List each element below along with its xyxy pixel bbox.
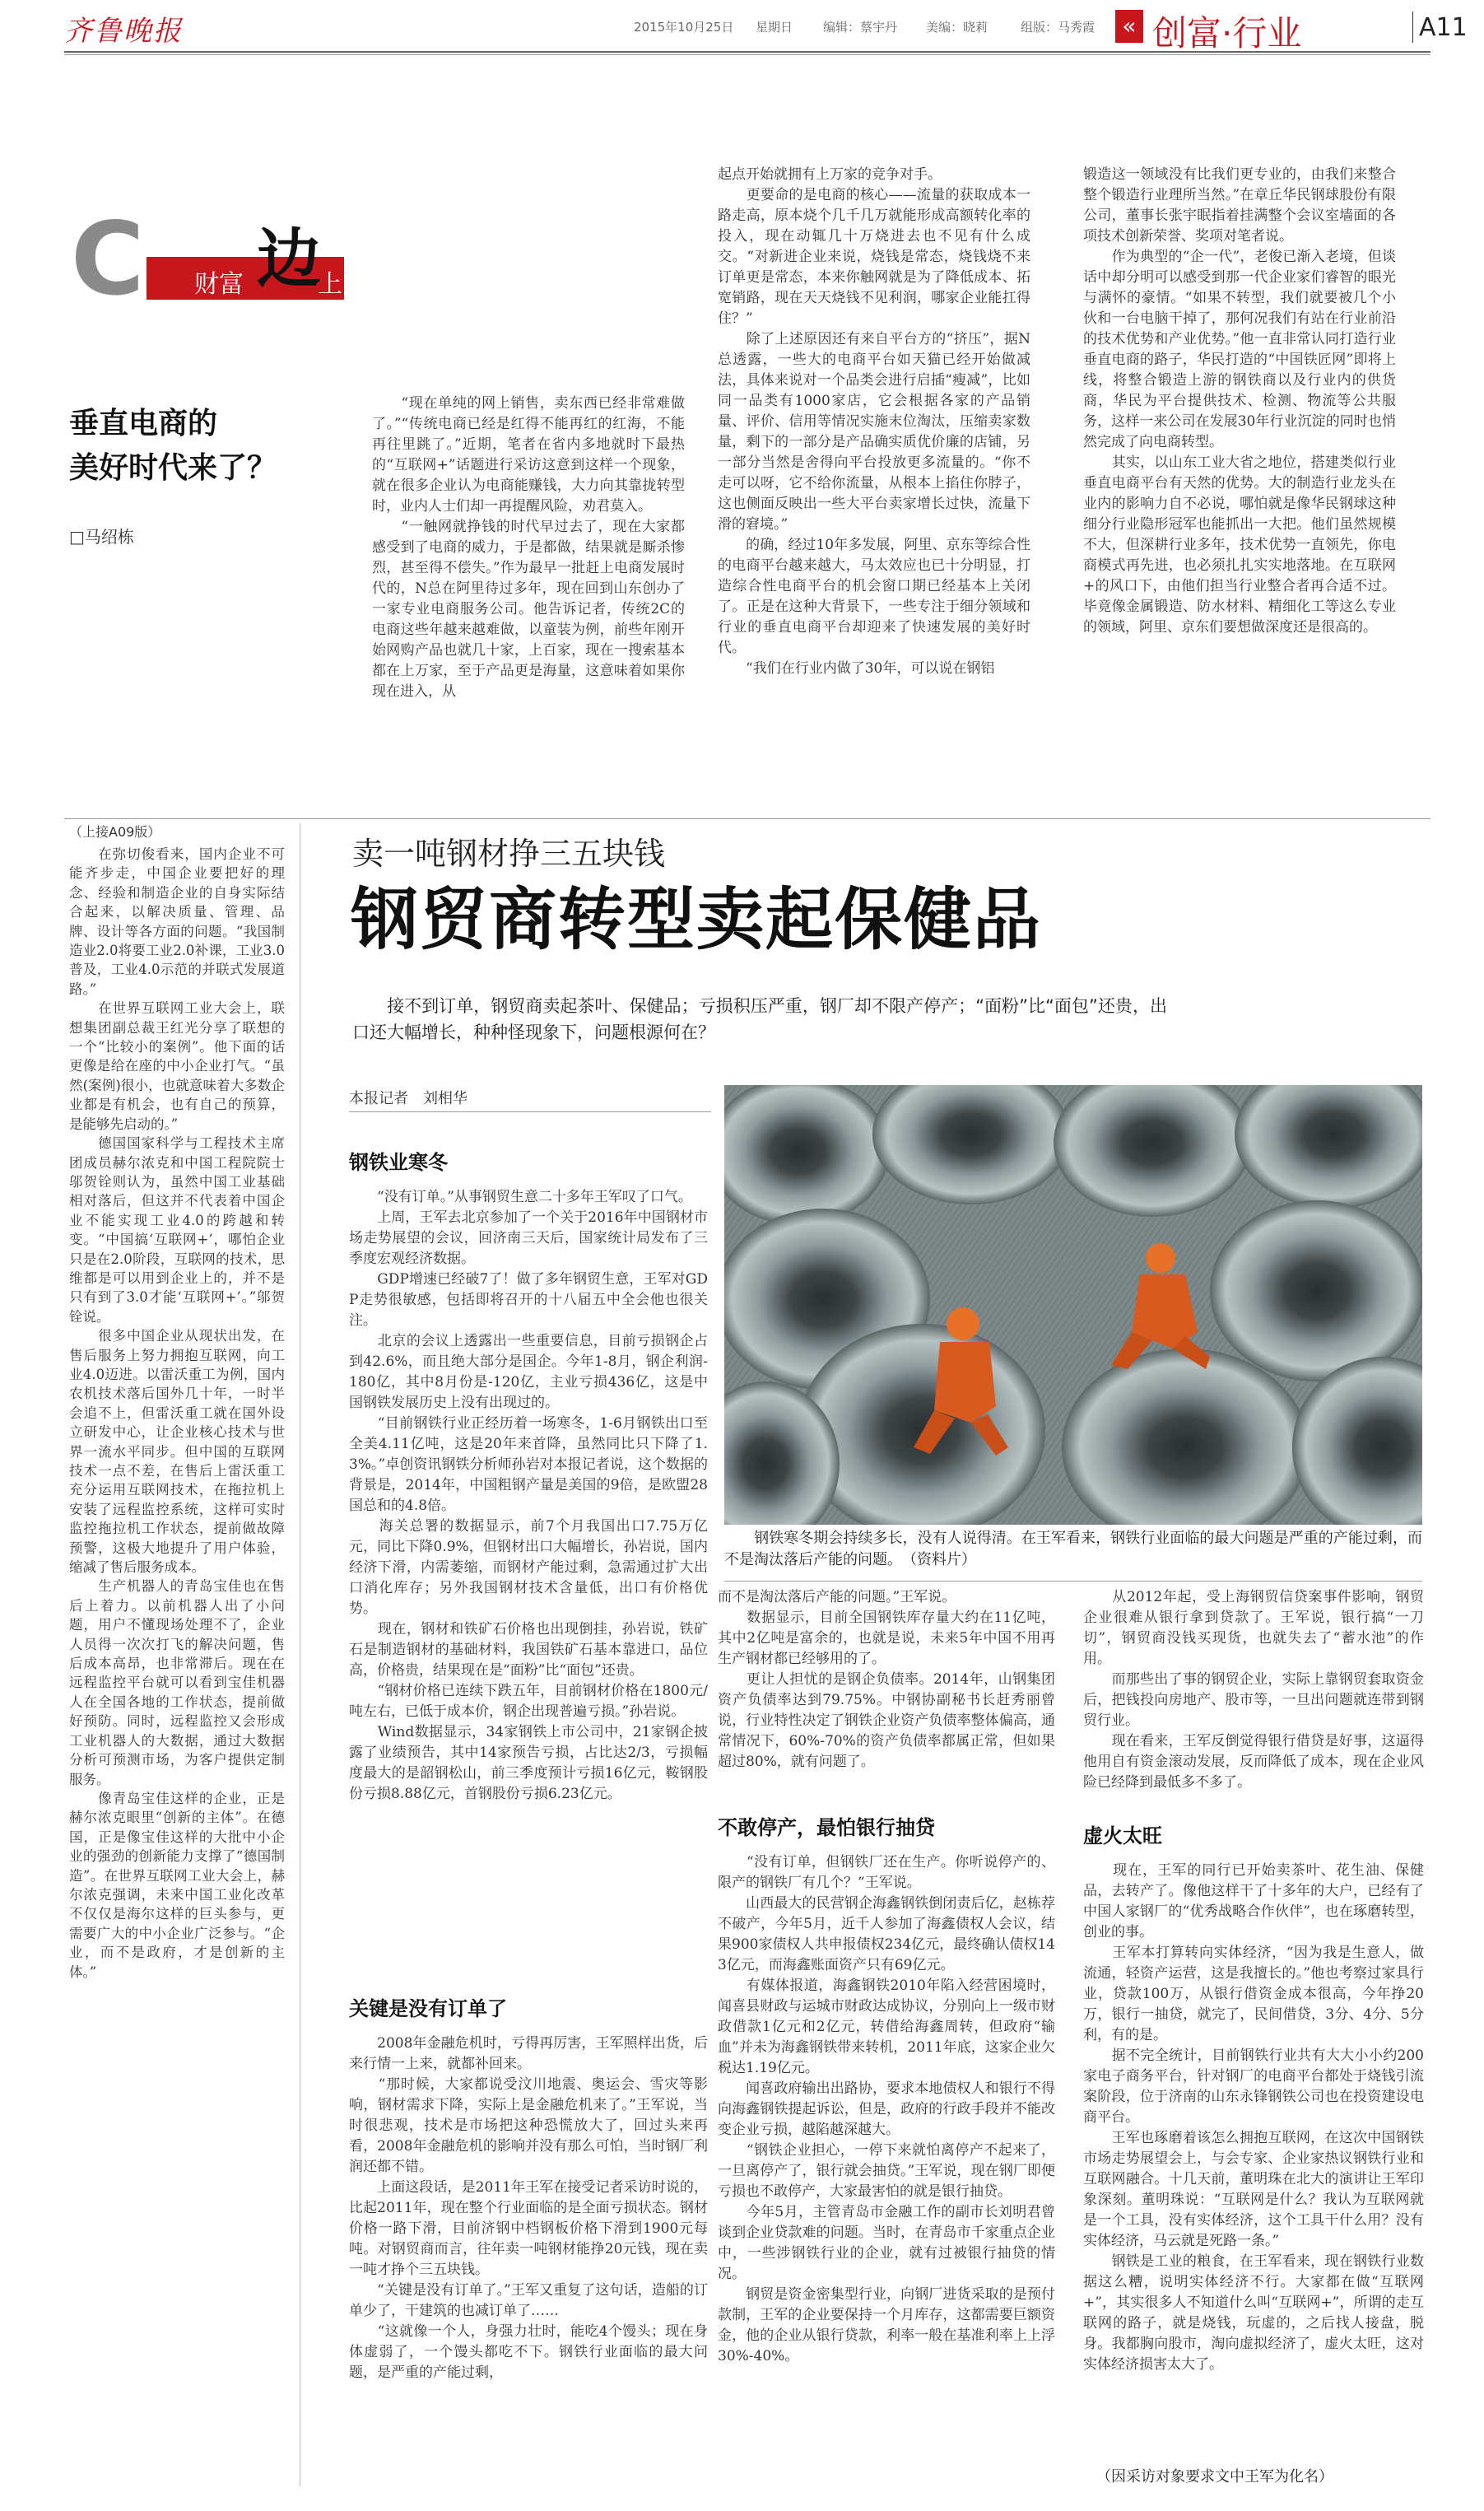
article1-column-3: 锻造这一领域没有比我们更专业的，由我们来整合整个锻造行业理所当然。”在章丘华民钢球股份有限公司，董事长张宇眠指着挂满整个会议室墙面的各项技术创新荣誉、奖项对笔者说。 作为典型的“企一代”，老俊已渐入老境，但谈话中却分明可以感受到那一代企业家们睿智的眼光与满怀的豪情。“如果不转型，我们就要被几个小伙和一台电脑干掉了，那何况我们有站在行业前沿的技术优势和产业优势。”他一直非常认同打造行业垂直电商的路子，华民打造的“中国铁匠网”即将上线，将整合锻造上游的钢铁商以及行业内的供货商，华民为平台提供技术、检测、物流等公共服务，这样一来公司在发展30年行业沉淀的同时也悄然完成了向电商转型。 其实，以山东工业大省之地位，搭建类似行业垂直电商平台有天然的优势。大的制造行业龙头在业内的影响力自不必说，哪怕就是像华民钢球这种细分行业隐形冠军也能抓出一大把。他们虽然规模不大，但深耕行业多年，技术优势一直领先，你电商模式再先进，也必须扎扎实实地落地。在互联网+的风口下，由他们担当行业整合者再合适不过。毕竟像金属锻造、防水材料、精细化工等这么专业的领域，阿里、京东们要想做深度还是很高的。 (1083, 166, 1396, 636)
article3-lead: 接不到订单，钢贸商卖起茶叶、保健品；亏损积压严重，钢厂却不限产停产；“面粉”比“面包”还贵，出口还大幅增长，种种怪现象下，问题根源何在？ (352, 996, 1167, 1042)
article3-byline: 本报记者 刘相华 (349, 1090, 468, 1107)
page-number: A11 (1419, 13, 1468, 42)
article3-footer-note: （因采访对象要求文中王军为化名） (1096, 2468, 1333, 2485)
article1-column-1: “现在单纯的网上销售，卖东西已经非常难做了。”“传统电商已经是红得不能再红的红海，不能再往里跳了。”近期，笔者在省内多地就时下最热的“互联网+”话题进行采访这意到这样一个现象，就在很多企业认为电商能赚钱，大力向其靠拢转型时，业内人士们却一再提醒风险，劝君莫入。 “一触网就挣钱的时代早过去了，现在大家都感受到了电商的威力，于是都做，结果就是厮杀惨烈，甚至得不偿失。”作为最早一批赶上电商发展时代的，N总在阿里待过多年，现在回到山东创办了一家专业电商服务公司。他告诉记者，传统2C的电商这些年越来越难做，以童装为例，前些年刚开始网购产品也就几十家，上百家，现在一搜索基本都在上万家，至于产品更是海量，这意味着如果你现在进入，从 (372, 395, 685, 700)
article1-column-2: 起点开始就拥有上万家的竞争对手。 更要命的是电商的核心——流量的获取成本一路走高，原本烧个几千几万就能形成高额转化率的投入，现在动辄几十万烧进去也不见有什么成交。“对新进企业来说，烧钱是常态，烧钱烧不来订单更是常态，本来你触网就是为了降低成本、拓宽销路，现在天天烧钱不见利润，哪家企业能扛得住？” 除了上述原因还有来自平台方的“挤压”，据N总透露，一些大的电商平台如天猫已经开始做减法，具体来说对一个品类会进行启插“瘦减”，比如同一品类有1000家店，它会根据各家的产品销量、评价、信用等情况实施末位淘汰，压缩卖家数量，剩下的一部分是产品确实质优价廉的店铺，另一部分当然是舍得向平台投放更多流量的。“你不走可以呀，它不给你流量，从根本上掐住你脖子，这也侧面反映出一些大平台卖家增长过快，流量下滑的窘境。” 的确，经过10年多发展，阿里、京东等综合性的电商平台越来越大，马太效应也已十分明显，打造综合性电商平台的机会窗口期已经基本上关闭了。正是在这种大背景下，一些专注于细分领域和行业的垂直电商平台却迎来了快速发展的美好时代。 “我们在行业内做了30年，可以说在钢铝 (718, 166, 1030, 677)
masthead-logo: 齐鲁晚报 (64, 15, 183, 48)
editor-credit: 编辑：蔡宇丹 (823, 20, 898, 35)
article3-kicker: 卖一吨钢材挣三五块钱 (352, 836, 666, 872)
article1-byline: □马绍栋 (69, 527, 134, 547)
article3-subhead-3: 不敢停产，最怕银行抽贷 (718, 1816, 935, 1839)
article1-bottom-rule (64, 818, 1431, 819)
article1-headline (69, 402, 277, 491)
masthead-divider (1412, 12, 1413, 43)
article2-continued-from: （上接A09版） (69, 824, 161, 840)
article3-headline: 钢贸商转型卖起保健品 (351, 881, 1043, 959)
article3-column-3a: 从2012年起，受上海钢贸信贷案事件影响，钢贸企业很难从银行拿到贷款了。王军说，银行搞“一刀切”，钢贸商没钱买现货，也就失去了“蓄水池”的作用。 而那些出了事的钢贸企业，实际上靠钢贸套取资金后，把钱投向房地产、股市等，一旦出问题就连带到钢贸行业。 现在看来，王军反倒觉得银行借贷是好事，这逼得他用自有资金滚动发展，反而降低了成本，现在企业风险已经降到最低多不多了。 (1083, 1589, 1424, 1791)
article3-subhead-1: 钢铁业寒冬 (349, 1151, 448, 1174)
masthead-rule (64, 51, 1431, 53)
article3-byline-rule (349, 1111, 711, 1112)
column-logo-label-mid: 边 (257, 221, 322, 296)
article1-headline-line2: 美好时代来了？ (69, 451, 277, 485)
section-tab-icon: « (1115, 10, 1143, 43)
article3-column-1b: 2008年金融危机时，亏得再厉害，王军照样出货，后来行情一上来，就都补回来。 “那时候，大家都说受汶川地震、奥运会、雪灾等影响，钢材需求下降，实际上是金融危机来了。”王军说，当时很悲观，技术是市场把这种恐慌放大了，回过头来再看，2008年金融危机的影响并没有那么可怕，当时钢厂利润还都不错。 上面这段话，是2011年王军在接受记者采访时说的，比起2011年，现在整个行业面临的是全面亏损状态。钢材价格一路下滑，目前济钢中档钢板价格下滑到1900元每吨。对钢贸商而言，往年卖一吨钢材能挣20元钱，现在卖一吨才挣个三五块钱。 “关键是没有订单了。”王军又重复了这句话，造船的订单少了，干建筑的也减订单了…… “这就像一个人，身强力壮时，能吃4个馒头；现在身体虚弱了，一个馒头都吃不下。钢铁行业面临的最大问题，是严重的产能过剩， (349, 2035, 708, 2381)
section-title: 创富·行业 (1152, 13, 1302, 54)
steel-coils-photo (724, 1085, 1422, 1525)
column-logo (71, 201, 367, 318)
issue-date: 2015年10月25日 (634, 20, 734, 35)
article3-column-2a: 而不是淘汰落后产能的问题。”王军说。 数据显示，目前全国钢铁库存量大约在11亿吨，其中2亿吨是富余的，也就是说，未来5年中国不用再生产钢材都已经够用的了。 更让人担忧的是钢企负债率。2014年，山钢集团资产负债率达到79.75%。中钢协副秘书长赶秀丽曾说，行业特性决定了钢铁企业资产负债率整体偏高，通常情况下，60%-70%的资产负债率都属正常，但如果超过80%，就有问题了。 (718, 1589, 1055, 1770)
issue-weekday: 星期日 (756, 20, 793, 35)
column-logo-label-left: 财富 (194, 270, 244, 299)
article3-column-3b: 现在，王军的同行已开始卖茶叶、花生油、保健品，去转产了。像他这样干了十多年的大户，已经有了中国人家钢厂的“优秀战略合作伙伴”，也在琢磨转型，创业的事。 王军本打算转向实体经济，“因为我是生意人，做流通，轻资产运营，这是我擅长的。”他也考察过家具行业，贷款100万，从银行借资金成本很高，今年挣20万，银行一抽贷，就完了，民间借贷，3分、4分、5分利，有的是。 据不完全统计，目前钢铁行业共有大大小小约200家电子商务平台，针对钢厂的电商平台都处于烧钱引流案阶段，位于济南的山东永锋钢铁公司也在投资建设电商平台。 王军也琢磨着该怎么拥抱互联网，在这次中国钢铁市场走势展望会上，与会专家、企业家热议钢铁行业和互联网融合。十几天前，董明珠在北大的演讲让王军印象深刻。董明珠说：“互联网是什么？我认为互联网就是一个工具，没有实体经济，这个工具干什么用？没有实体经济，马云就是死路一条。” 钢铁是工业的粮食，在王军看来，现在钢铁行业数据这么糟，说明实体经济不行。大家都在做“互联网+”，其实很多人不知道什么叫“互联网+”，所谓的走互联网的路子，就是烧钱，玩虚的，之后找人接盘，脱身。我都胸向股市，淘向虚拟经济了，虚火太旺，这对实体经济损害太大了。 (1083, 1862, 1424, 2373)
article3-subhead-4: 虚火太旺 (1083, 1824, 1162, 1847)
photo-caption-rule (724, 1581, 1422, 1582)
article1-headline-line1: 垂直电商的 (69, 407, 218, 440)
masthead-rule-thin (64, 54, 1431, 55)
article3-column-2b: “没有订单，但钢铁厂还在生产。你听说停产的、限产的钢铁厂有几个？”王军说。 山西最大的民营钢企海鑫钢铁倒闭责后亿，赵栋荐不破产，今年5月，近千人参加了海鑫债权人会议，结果900家债权人共申报债权234亿元，最终确认债权143亿元，而海鑫账面资产只有69亿元。 有媒体报道，海鑫钢铁2010年陷入经营困境时，闻喜县财政与运城市财政达成协议，分别向上一级市财政借款1亿元和2亿元，转借给海鑫周转，但政府“输血”并未为海鑫钢铁带来转机，2011年底，这家企业欠税达1.19亿元。 闻喜政府输出出路协，要求本地债权人和银行不得向海鑫钢铁提起诉讼，但是，政府的行政手段并不能改变企业亏损，越陷越深越大。 “钢铁企业担心，一停下来就怕离停产不起来了，一旦离停产了，银行就会抽贷。”王军说，现在钢厂即便亏损也不敢停产，大家最害怕的就是银行抽贷。 今年5月，主管青岛市金融工作的副市长刘明君曾谈到企业贷款难的问题。当时，在青岛市千家重点企业中，一些涉钢铁行业的企业，就有过被银行抽贷的情况。 钢贸是资金密集型行业，向钢厂进货采取的是预付款制，王军的企业要保持一个月库存，这都需要巨额资金，他的企业从银行贷款，利率一般在基准利率上上浮30%-40%。 (718, 1854, 1055, 2364)
art-editor-credit: 美编：晓莉 (926, 20, 989, 35)
steel-coils-illustration (724, 1085, 1422, 1525)
article2-column: 在弥切俊看来，国内企业不可能齐步走，中国企业要把好的理念、经验和制造企业的自身实际结合起来，以解决质量、管理、品牌、设计等各方面的问题。“我国制造业2.0将要工业2.0补课，工业3.0普及，工业4.0示范的并联式发展道路。” 在世界互联网工业大会上，联想集团副总裁王红光分享了联想的一个“比较小的案例”。他下面的话更像是给在座的中小企业打气。“虽然(案例)很小，也就意味着大多数企业都是有机会，也有自己的预算，是能够先启动的。” 德国国家科学与工程技术主席团成员赫尔浓克和中国工程院院士邬贺铨则认为，虽然中国工业基础相对落后，但这并不代表着中国企业不能实现工业4.0的跨越和转变。“中国搞‘互联网+’，哪怕企业只是在2.0阶段，互联网的技术，思维都是可以用到企业上的，并不是只有到了3.0才能‘互联网+’。”邬贺铨说。 很多中国企业从现状出发，在售后服务上努力拥抱互联网，向工业4.0迈进。以雷沃重工为例，国内农机技术落后国外几十年，一时半会追不上，但雷沃重工就在国外设立研发中心，让企业核心技术与世界一流水平同步。但中国的互联网技术一点不差，在售后上雷沃重工充分运用互联网技术，在拖拉机上安装了远程监控系统，这样可实时监控拖拉机工作状态，提前做故障预警，这极大地提升了用户体验，缩减了售后服务成本。 生产机器人的青岛宝佳也在售后上着力。以前机器人出了小问题，用户不懂现场处理不了，企业人员得一次次打飞的解决问题，售后成本高昂，也非常滞后。现在在远程监控平台就可以看到宝佳机器人在全国各地的工作状态，提前做好预防。同时，远程监控又会形成工业机器人的大数据，通过大数据分析可预测市场，为客户提供定制服务。 像青岛宝佳这样的企业，正是赫尔浓克眼里“创新的主体”。在德国，正是像宝佳这样的大批中小企业的强劲的创新能力支撑了“德国制造”。在世界互联网工业大会上，赫尔浓克强调，未来中国工业化改革不仅仅是海尔这样的巨头参与，更需要广大的中小企业广泛参与。“企业，而不是政府，才是创新的主体。” (69, 846, 285, 1980)
column-logo-label-right: 上 (318, 270, 342, 299)
layout-editor-credit: 组版：马秀霞 (1021, 20, 1096, 35)
column-logo-letter: C (71, 201, 145, 318)
article3-subhead-2: 关键是没有订单了 (349, 1997, 507, 2020)
photo-caption: 钢铁寒冬期会持续多长，没有人说得清。在王军看来，钢铁行业面临的最大问题是严重的产能过剩，而不是淘汰落后产能的问题。 （资料片） (724, 1530, 1422, 1568)
article3-column-1a: “没有订单。”从事钢贸生意二十多年王军叹了口气。 上周，王军去北京参加了一个关于2016年中国钢材市场走势展望的会议，回济南三天后，国家统计局发布了三季度宏观经济数据。 GDP增速已经破7了！做了多年钢贸生意，王军对GDP走势很敏感，包括即将召开的十八届五中全会他也很关注。 北京的会议上透露出一些重要信息，目前亏损钢企占到42.6%，而且绝大部分是国企。今年1-8月，钢企利润-180亿，其中8月份是-120亿，主业亏损436亿，这是中国钢铁发展历史上没有出现过的。 “目前钢铁行业正经历着一场寒冬，1-6月钢铁出口至全美4.11亿吨，这是20年来首降，虽然同比只下降了1.3%。”卓创资讯钢铁分析师孙岩对本报记者说，这个数据的背景是，2014年，中国粗钢产量是美国的9倍，是欧盟28国总和的4.8倍。 海关总署的数据显示，前7个月我国出口7.75万亿元，同比下降0.9%，但钢材出口大幅增长，孙岩说，国内经济下滑，内需萎缩，而钢材产能过剩，急需通过扩大出口消化库存；另外我国钢材技术含量低，出口有价格优势。 现在，钢材和铁矿石价格也出现倒挂，孙岩说，铁矿石是制造钢材的基础材料，我国铁矿石基本靠进口，品位高，价格贵，结果现在是“面粉”比“面包”还贵。 “钢材价格已连续下跌五年，目前钢材价格在1800元/吨左右，已低于成本价，钢企出现普遍亏损。”孙岩说。 Wind数据显示，34家钢铁上市公司中，21家钢企披露了业绩预告，其中14家预告亏损，占比达2/3，亏损幅度最大的是韶钢松山，前三季度预计亏损16亿元，鞍钢股份亏损8.88亿元，首钢股份亏损6.23亿元。 (349, 1189, 708, 1802)
